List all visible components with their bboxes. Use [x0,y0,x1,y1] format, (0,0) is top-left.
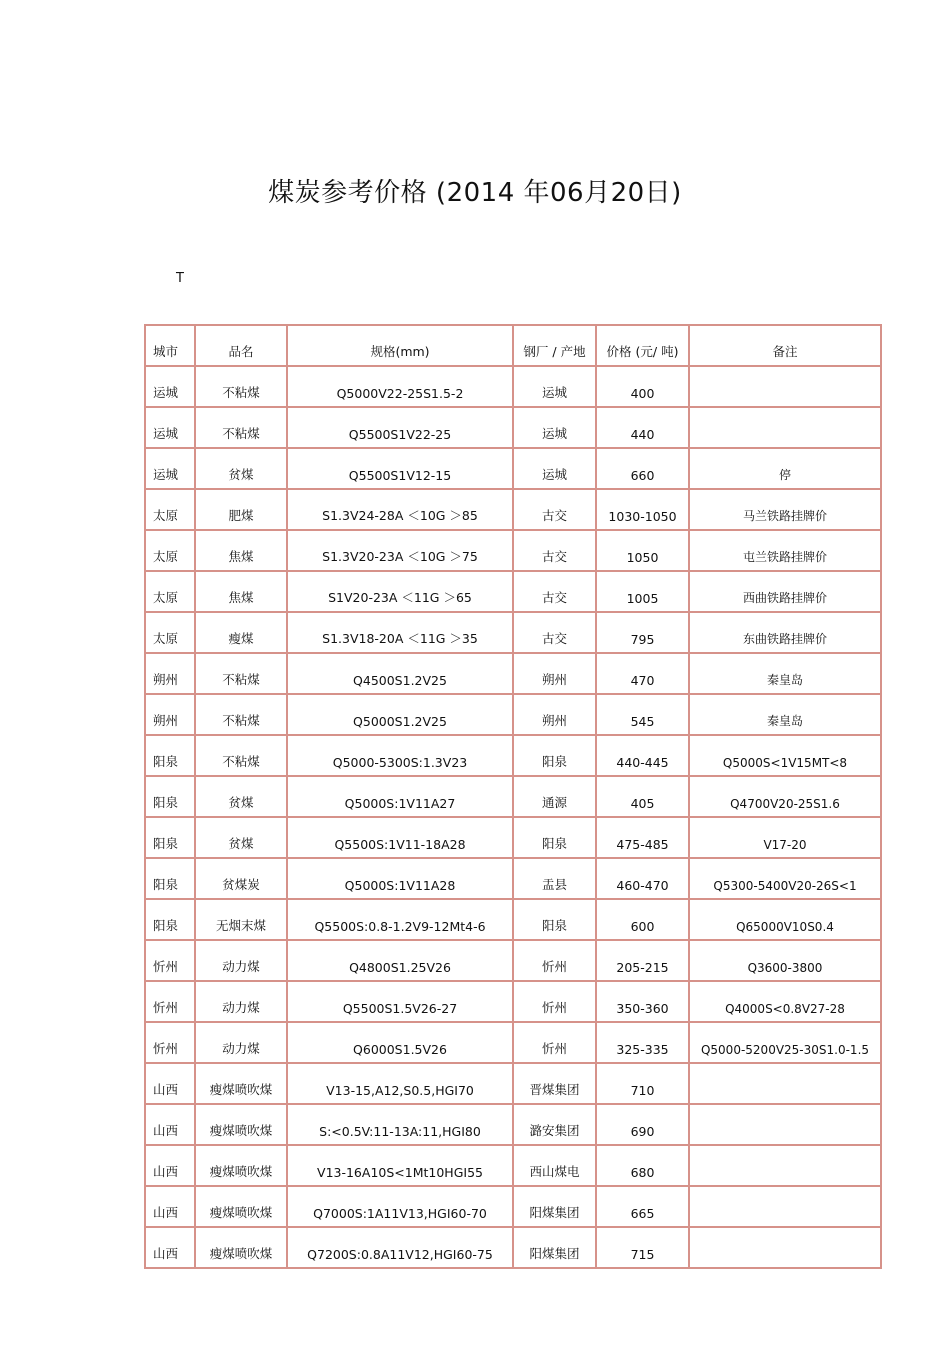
cell-product: 不粘煤 [195,735,287,776]
cell-city: 运城 [145,448,195,489]
cell-city: 山西 [145,1186,195,1227]
cell-product: 焦煤 [195,530,287,571]
cell-price: 460-470 [596,858,689,899]
cell-plant: 阳泉 [513,899,596,940]
cell-plant: 古交 [513,612,596,653]
cell-price: 660 [596,448,689,489]
cell-price: 545 [596,694,689,735]
cell-price: 795 [596,612,689,653]
cell-city: 阳泉 [145,858,195,899]
cell-plant: 盂县 [513,858,596,899]
table-row [145,612,881,653]
cell-price: 680 [596,1145,689,1186]
table-row [145,1063,881,1104]
cell-note: Q4700V20-25S1.6 [689,776,881,817]
header-spec: 规格(mm) [287,325,513,366]
cell-spec: Q5500S1V22-25 [287,407,513,448]
cell-price: 1005 [596,571,689,612]
cell-plant: 古交 [513,530,596,571]
cell-city: 朔州 [145,694,195,735]
table-row [145,366,881,407]
table-row [145,1145,881,1186]
table-row [145,817,881,858]
cell-price: 1050 [596,530,689,571]
cell-spec: S1.3V24-28A ＜10G ＞85 [287,489,513,530]
cell-note [689,1186,881,1227]
table-row [145,407,881,448]
table-row [145,653,881,694]
cell-plant: 阳泉 [513,735,596,776]
cell-plant: 忻州 [513,981,596,1022]
cell-note: Q5000-5200V25-30S1.0-1.5 [689,1022,881,1063]
cell-city: 运城 [145,366,195,407]
cell-note: Q4000S<0.8V27-28 [689,981,881,1022]
cell-city: 阳泉 [145,899,195,940]
cell-plant: 古交 [513,489,596,530]
cell-plant: 忻州 [513,1022,596,1063]
cell-plant: 通源 [513,776,596,817]
cell-spec: Q6000S1.5V26 [287,1022,513,1063]
table-header-row [145,325,881,366]
cell-plant: 朔州 [513,653,596,694]
cell-spec: Q5500S:1V11-18A28 [287,817,513,858]
cell-note [689,1063,881,1104]
cell-note [689,1145,881,1186]
cell-product: 动力煤 [195,940,287,981]
table-row [145,981,881,1022]
cell-city: 山西 [145,1063,195,1104]
table-row [145,694,881,735]
cell-spec: S1.3V18-20A ＜11G ＞35 [287,612,513,653]
cell-plant: 阳煤集团 [513,1186,596,1227]
cell-city: 太原 [145,612,195,653]
table-row [145,1186,881,1227]
cell-plant: 晋煤集团 [513,1063,596,1104]
cell-city: 山西 [145,1104,195,1145]
cell-plant: 朔州 [513,694,596,735]
cell-note [689,1227,881,1268]
cell-note: 屯兰铁路挂牌价 [689,530,881,571]
cell-plant: 运城 [513,407,596,448]
cell-product: 肥煤 [195,489,287,530]
header-city: 城市 [145,325,195,366]
cell-price: 1030-1050 [596,489,689,530]
cell-note [689,1104,881,1145]
cell-city: 太原 [145,571,195,612]
table-row [145,1022,881,1063]
table-row [145,776,881,817]
cell-plant: 阳煤集团 [513,1227,596,1268]
cell-city: 太原 [145,530,195,571]
cell-note: 西曲铁路挂牌价 [689,571,881,612]
cell-city: 山西 [145,1145,195,1186]
cell-price: 440 [596,407,689,448]
cell-price: 600 [596,899,689,940]
cell-price: 715 [596,1227,689,1268]
cell-city: 忻州 [145,1022,195,1063]
cell-spec: Q4800S1.25V26 [287,940,513,981]
cell-plant: 西山煤电 [513,1145,596,1186]
price-table-body [145,325,881,1268]
cell-plant: 运城 [513,366,596,407]
cell-note: V17-20 [689,817,881,858]
cell-spec: Q5500S:0.8-1.2V9-12Mt4-6 [287,899,513,940]
cell-city: 太原 [145,489,195,530]
cell-spec: Q7000S:1A11V13,HGI60-70 [287,1186,513,1227]
cell-note: 秦皇岛 [689,653,881,694]
table-row [145,940,881,981]
cell-spec: V13-16A10S<1Mt10HGI55 [287,1145,513,1186]
cell-price: 440-445 [596,735,689,776]
cell-note: 东曲铁路挂牌价 [689,612,881,653]
cell-price: 325-335 [596,1022,689,1063]
header-product: 品名 [195,325,287,366]
cell-city: 忻州 [145,981,195,1022]
cell-product: 不粘煤 [195,694,287,735]
table-row [145,858,881,899]
cell-city: 运城 [145,407,195,448]
cell-product: 不粘煤 [195,407,287,448]
cell-product: 瘦煤喷吹煤 [195,1063,287,1104]
header-plant: 钢厂 / 产地 [513,325,596,366]
cell-price: 710 [596,1063,689,1104]
table-row [145,571,881,612]
cell-city: 忻州 [145,940,195,981]
cell-plant: 古交 [513,571,596,612]
cell-spec: Q5500S1V12-15 [287,448,513,489]
table-row [145,530,881,571]
cell-spec: Q5000V22-25S1.5-2 [287,366,513,407]
cell-spec: S1.3V20-23A ＜10G ＞75 [287,530,513,571]
cell-product: 瘦煤 [195,612,287,653]
cell-price: 690 [596,1104,689,1145]
cell-spec: S:<0.5V:11-13A:11,HGI80 [287,1104,513,1145]
cell-product: 动力煤 [195,1022,287,1063]
cell-spec: Q5500S1.5V26-27 [287,981,513,1022]
page-title: 煤炭参考价格 (2014 年06月20日) [268,178,682,208]
cell-product: 贫煤 [195,448,287,489]
cell-product: 贫煤 [195,776,287,817]
cell-plant: 忻州 [513,940,596,981]
cell-product: 不粘煤 [195,653,287,694]
cell-product: 瘦煤喷吹煤 [195,1227,287,1268]
cell-city: 阳泉 [145,776,195,817]
price-table [144,324,882,1269]
cell-city: 阳泉 [145,817,195,858]
cell-price: 405 [596,776,689,817]
marker-text: T [176,271,184,286]
cell-note: Q65000V10S0.4 [689,899,881,940]
cell-city: 朔州 [145,653,195,694]
cell-spec: Q4500S1.2V25 [287,653,513,694]
cell-plant: 运城 [513,448,596,489]
cell-note [689,407,881,448]
cell-spec: V13-15,A12,S0.5,HGI70 [287,1063,513,1104]
cell-price: 350-360 [596,981,689,1022]
cell-price: 475-485 [596,817,689,858]
table-row [145,1104,881,1145]
cell-plant: 潞安集团 [513,1104,596,1145]
cell-product: 焦煤 [195,571,287,612]
cell-note: 停 [689,448,881,489]
cell-product: 瘦煤喷吹煤 [195,1145,287,1186]
cell-price: 205-215 [596,940,689,981]
cell-product: 贫煤 [195,817,287,858]
cell-spec: Q5000S:1V11A28 [287,858,513,899]
table-row [145,448,881,489]
cell-note: 秦皇岛 [689,694,881,735]
table-row [145,489,881,530]
header-note: 备注 [689,325,881,366]
cell-plant: 阳泉 [513,817,596,858]
cell-product: 无烟末煤 [195,899,287,940]
header-price: 价格 (元/ 吨) [596,325,689,366]
cell-city: 阳泉 [145,735,195,776]
cell-city: 山西 [145,1227,195,1268]
cell-spec: S1V20-23A ＜11G ＞65 [287,571,513,612]
cell-spec: Q7200S:0.8A11V12,HGI60-75 [287,1227,513,1268]
table-row [145,1227,881,1268]
cell-note: 马兰铁路挂牌价 [689,489,881,530]
cell-note: Q3600-3800 [689,940,881,981]
cell-spec: Q5000S:1V11A27 [287,776,513,817]
cell-price: 400 [596,366,689,407]
cell-product: 瘦煤喷吹煤 [195,1186,287,1227]
cell-spec: Q5000S1.2V25 [287,694,513,735]
table-row [145,899,881,940]
cell-product: 贫煤炭 [195,858,287,899]
cell-note [689,366,881,407]
cell-product: 瘦煤喷吹煤 [195,1104,287,1145]
cell-note: Q5000S<1V15MT<8 [689,735,881,776]
cell-product: 不粘煤 [195,366,287,407]
cell-spec: Q5000-5300S:1.3V23 [287,735,513,776]
cell-price: 470 [596,653,689,694]
cell-price: 665 [596,1186,689,1227]
cell-note: Q5300-5400V20-26S<1 [689,858,881,899]
table-row [145,735,881,776]
cell-product: 动力煤 [195,981,287,1022]
